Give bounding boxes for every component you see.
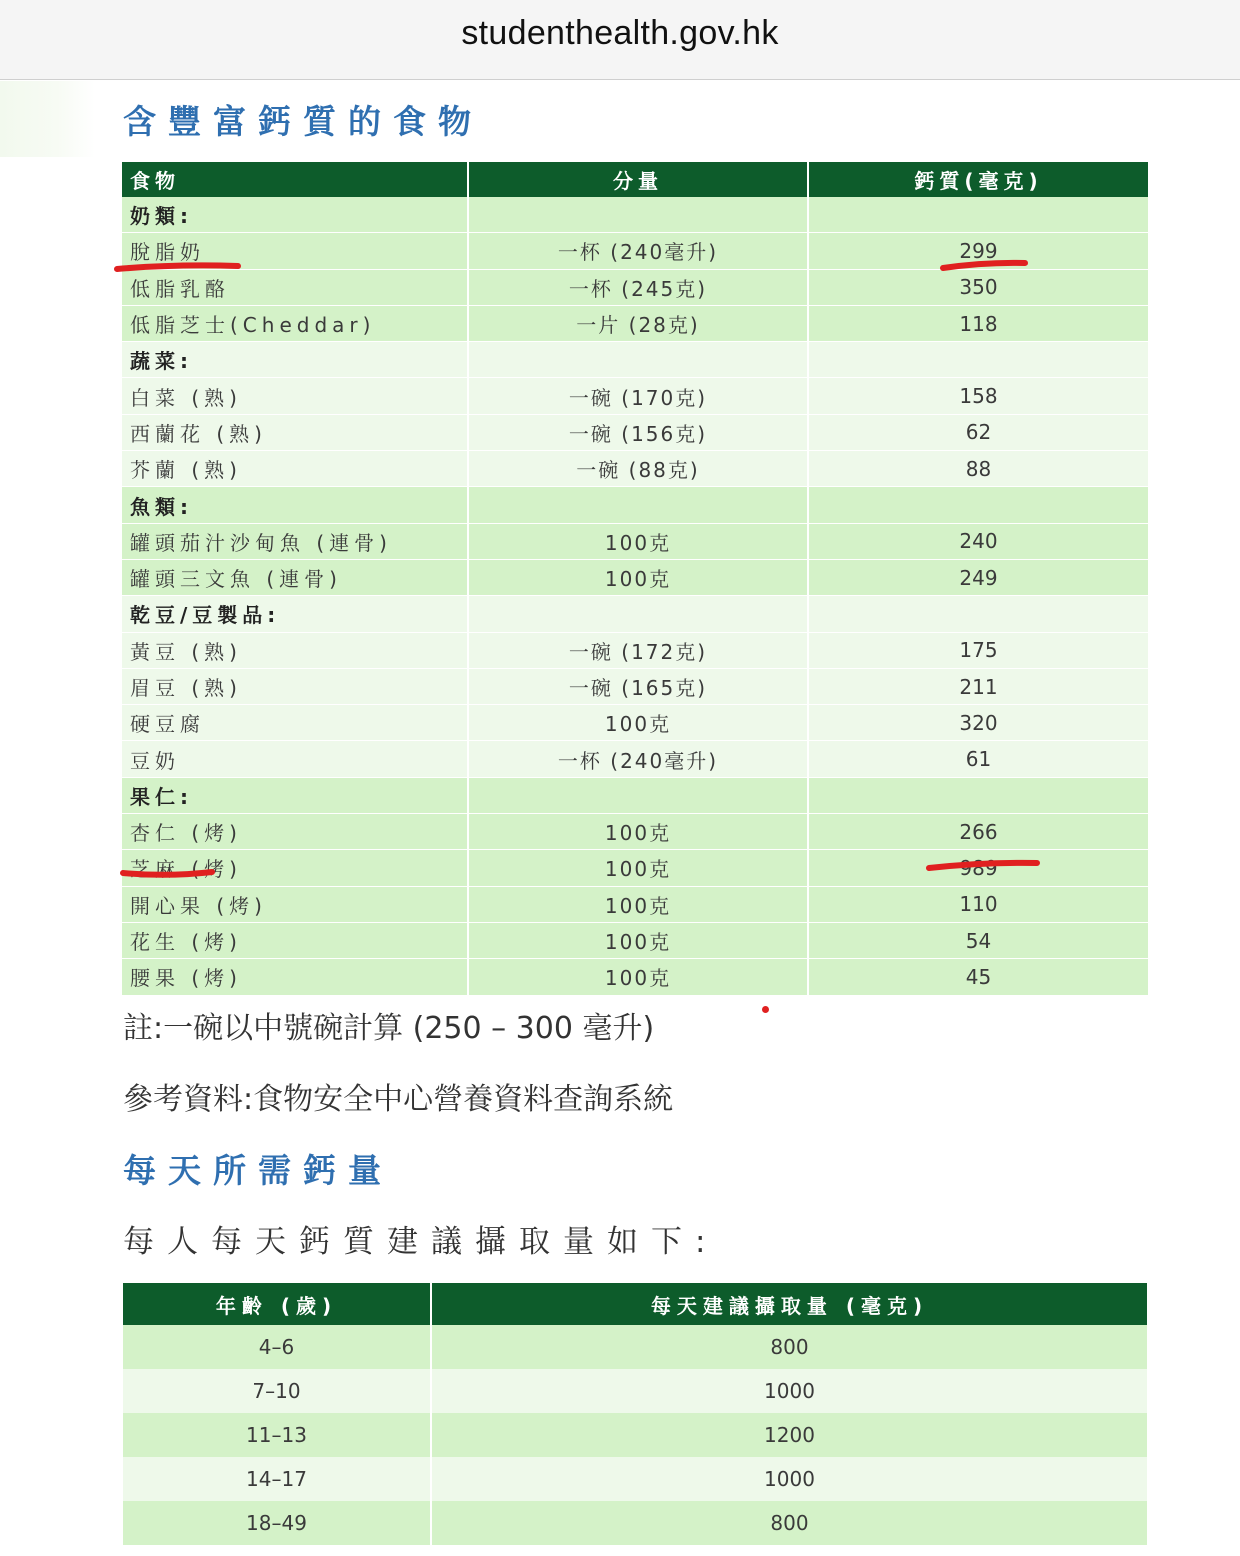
calcium-value: 211 (808, 668, 1148, 704)
reference-note: 參考資料:食物安全中心營養資料查詢系統 (123, 1082, 674, 1117)
header-portion: 分量 (468, 162, 808, 197)
calcium-value: 989 (808, 850, 1148, 886)
age-range: 7–10 (123, 1369, 431, 1413)
category-row (122, 487, 1148, 523)
age-range: 4–6 (123, 1325, 431, 1369)
group-fish (122, 487, 1148, 596)
table-row (122, 959, 1148, 995)
food-name: 低脂芝士(Cheddar) (122, 305, 468, 341)
food-name: 腰果 (烤) (122, 959, 468, 995)
url-text[interactable]: studenthealth.gov.hk (461, 14, 779, 52)
table-row (122, 741, 1148, 777)
side-accent-panel (0, 81, 95, 157)
table-row (122, 559, 1148, 595)
table-row (122, 378, 1148, 414)
portion: 一碗 (165克) (468, 668, 808, 704)
group-dairy (122, 197, 1148, 342)
table-row (122, 632, 1148, 668)
calcium-value: 320 (808, 705, 1148, 741)
portion: 一碗 (170克) (468, 378, 808, 414)
table-row (122, 305, 1148, 341)
portion: 一碗 (172克) (468, 632, 808, 668)
table-row (122, 814, 1148, 850)
food-name: 芝麻 (烤) (122, 850, 468, 886)
table-row (122, 451, 1148, 487)
food-name: 白菜 (熟) (122, 378, 468, 414)
food-name: 芥蘭 (熟) (122, 451, 468, 487)
table-row (122, 850, 1148, 886)
portion: 100克 (468, 922, 808, 958)
table-row (122, 668, 1148, 704)
category-row (122, 342, 1148, 378)
header-food: 食物 (122, 162, 468, 197)
age-range: 18–49 (123, 1501, 431, 1545)
portion: 一杯 (245克) (468, 269, 808, 305)
category-label: 奶類: (122, 197, 468, 233)
portion: 一杯 (240毫升) (468, 233, 808, 269)
table-row (122, 233, 1148, 269)
portion: 100克 (468, 705, 808, 741)
category-row (122, 777, 1148, 813)
table-row (122, 414, 1148, 450)
section-title-daily-calcium: 每天所需鈣量 (123, 1151, 393, 1190)
intake-intro-text: 每人每天鈣質建議攝取量如下: (123, 1224, 719, 1260)
food-name: 硬豆腐 (122, 705, 468, 741)
intake-amount: 1000 (431, 1457, 1147, 1501)
table-row (123, 1413, 1147, 1457)
portion: 100克 (468, 559, 808, 595)
calcium-value: 266 (808, 814, 1148, 850)
header-calcium: 鈣質(毫克) (808, 162, 1148, 197)
group-nuts (122, 777, 1148, 995)
bowl-size-note: 註:一碗以中號碗計算 (250 – 300 毫升) (123, 1011, 655, 1046)
portion: 一杯 (240毫升) (468, 741, 808, 777)
category-label: 果仁: (122, 777, 468, 813)
food-name: 西蘭花 (熟) (122, 414, 468, 450)
age-range: 14–17 (123, 1457, 431, 1501)
portion: 一碗 (156克) (468, 414, 808, 450)
intake-amount: 800 (431, 1325, 1147, 1369)
table-row (122, 886, 1148, 922)
food-name: 黃豆 (熟) (122, 632, 468, 668)
calcium-value: 158 (808, 378, 1148, 414)
table-row (122, 523, 1148, 559)
table-row (122, 922, 1148, 958)
group-beans (122, 596, 1148, 777)
intake-amount: 1000 (431, 1369, 1147, 1413)
category-label: 魚類: (122, 487, 468, 523)
food-name: 脫脂奶 (122, 233, 468, 269)
table-header-row (123, 1283, 1147, 1325)
portion: 一片 (28克) (468, 305, 808, 341)
age-range: 11–13 (123, 1413, 431, 1457)
calcium-value: 249 (808, 559, 1148, 595)
table-row (123, 1501, 1147, 1545)
calcium-value: 45 (808, 959, 1148, 995)
category-label: 蔬菜: (122, 342, 468, 378)
category-label: 乾豆/豆製品: (122, 596, 468, 632)
food-name: 罐頭三文魚 (連骨) (122, 559, 468, 595)
category-row (122, 596, 1148, 632)
portion: 100克 (468, 814, 808, 850)
intake-amount: 800 (431, 1501, 1147, 1545)
portion: 100克 (468, 523, 808, 559)
calcium-value: 118 (808, 305, 1148, 341)
header-age: 年齡 (歲) (123, 1283, 431, 1325)
calcium-foods-table (122, 162, 1148, 996)
table-row (122, 705, 1148, 741)
intake-amount: 1200 (431, 1413, 1147, 1457)
food-name: 花生 (烤) (122, 922, 468, 958)
red-annotation-dot (762, 1006, 769, 1013)
food-name: 低脂乳酪 (122, 269, 468, 305)
food-name: 罐頭茄汁沙甸魚 (連骨) (122, 523, 468, 559)
calcium-value: 175 (808, 632, 1148, 668)
calcium-value: 61 (808, 741, 1148, 777)
portion: 一碗 (88克) (468, 451, 808, 487)
calcium-value: 88 (808, 451, 1148, 487)
calcium-value: 240 (808, 523, 1148, 559)
calcium-value: 110 (808, 886, 1148, 922)
browser-url-bar[interactable] (0, 0, 1240, 80)
calcium-value: 54 (808, 922, 1148, 958)
daily-intake-table (123, 1283, 1147, 1545)
table-row (123, 1457, 1147, 1501)
food-name: 豆奶 (122, 741, 468, 777)
calcium-value: 299 (808, 233, 1148, 269)
food-name: 杏仁 (烤) (122, 814, 468, 850)
food-name: 眉豆 (熟) (122, 668, 468, 704)
section-title-calcium-foods: 含豐富鈣質的食物 (123, 102, 483, 141)
category-row (122, 197, 1148, 233)
calcium-value: 62 (808, 414, 1148, 450)
group-vegetables (122, 342, 1148, 487)
table-row (123, 1369, 1147, 1413)
calcium-value: 350 (808, 269, 1148, 305)
table-row (122, 269, 1148, 305)
food-name: 開心果 (烤) (122, 886, 468, 922)
portion: 100克 (468, 886, 808, 922)
header-daily-intake: 每天建議攝取量 (毫克) (431, 1283, 1147, 1325)
table-row (123, 1325, 1147, 1369)
table-header-row (122, 162, 1148, 197)
portion: 100克 (468, 850, 808, 886)
portion: 100克 (468, 959, 808, 995)
